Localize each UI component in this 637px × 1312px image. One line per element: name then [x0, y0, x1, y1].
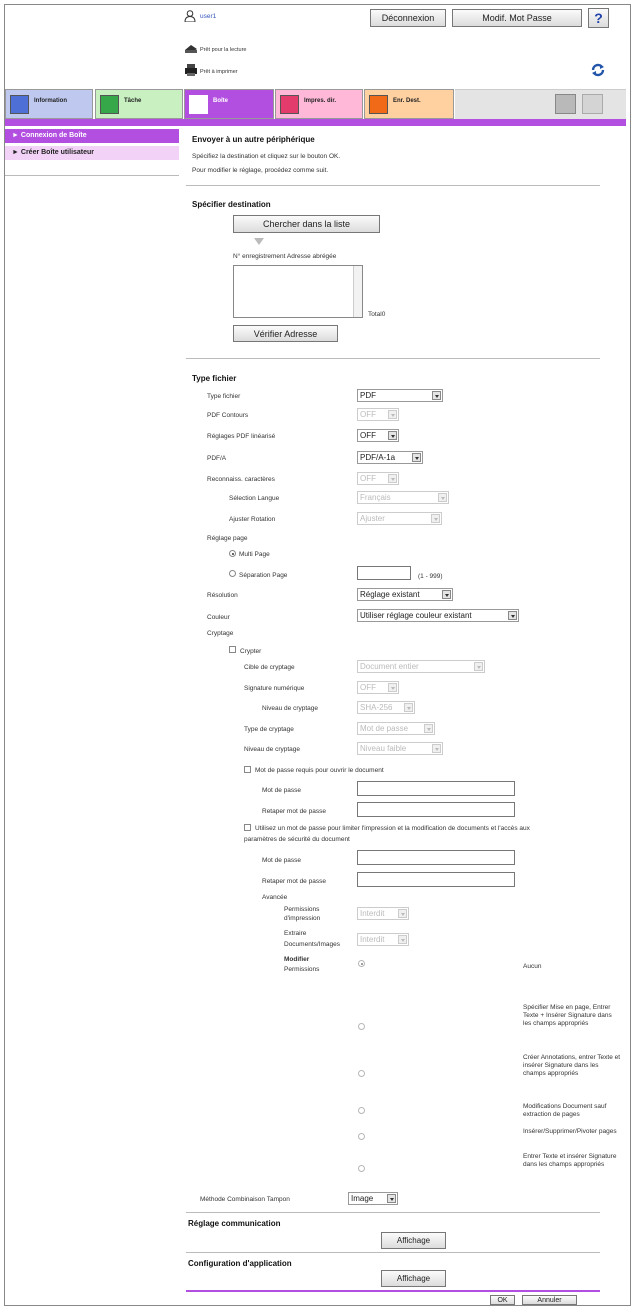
enc-type-label: Type de cryptage	[244, 726, 294, 733]
multi-page-radio[interactable]	[229, 550, 236, 557]
permission-option-radio	[358, 960, 365, 967]
retype-password2-label: Retaper mot de passe	[262, 878, 326, 885]
password-label: Mot de passe	[262, 787, 302, 794]
chevron-down-icon	[398, 909, 407, 918]
color-label: Couleur	[207, 614, 230, 621]
password2-input[interactable]	[357, 850, 515, 865]
chevron-down-icon	[442, 590, 451, 599]
color-select[interactable]: Utiliser réglage couleur existant	[357, 609, 519, 622]
direct-print-icon	[280, 95, 299, 114]
arrow-right-icon: ►	[12, 149, 19, 156]
user-name: user1	[200, 13, 217, 20]
chevron-down-icon	[388, 683, 397, 692]
pdfa-label: PDF/A	[207, 455, 227, 462]
language-label: Sélection Langue	[229, 495, 280, 502]
page-separation-label: Séparation Page	[239, 572, 288, 579]
retype-password2-input[interactable]	[357, 872, 515, 887]
page-title: Envoyer à un autre périphérique	[192, 135, 315, 144]
encrypt-checkbox[interactable]	[229, 646, 236, 653]
permission-option-label: Insérer/Supprimer/Pivoter pages	[523, 1128, 617, 1135]
chevron-down-icon	[438, 493, 447, 502]
advanced-label: Avancée	[262, 894, 288, 901]
pdf-linearized-select[interactable]: OFF	[357, 429, 399, 442]
language-select: Français	[357, 491, 449, 504]
permission-option-radio	[358, 1107, 365, 1114]
permission-option-label: Aucun	[523, 963, 542, 970]
enc-type-select: Mot de passe	[357, 722, 435, 735]
refresh-icon[interactable]	[590, 62, 606, 78]
communication-display-button[interactable]: Affichage	[381, 1232, 446, 1249]
sidebar-divider	[5, 175, 179, 176]
retype-password-input[interactable]	[357, 802, 515, 817]
chevron-down-icon	[474, 662, 483, 671]
chevron-down-icon	[387, 1194, 396, 1203]
total-count: Total0	[368, 311, 386, 318]
page-desc-2: Pour modifier le réglage, procédez comme suit.	[192, 167, 329, 174]
box-icon	[189, 95, 208, 114]
scanner-icon	[184, 44, 198, 54]
communication-title: Réglage communication	[188, 1219, 281, 1228]
page-setting-label: Réglage page	[207, 535, 248, 542]
destination-title: Spécifier destination	[192, 200, 271, 209]
chevron-down-icon	[424, 724, 433, 733]
enc-level2-label: Niveau de cryptage	[244, 746, 301, 753]
help-button[interactable]: ?	[588, 8, 609, 28]
digital-sig-select: OFF	[357, 681, 399, 694]
enc-target-label: Cible de cryptage	[244, 664, 295, 671]
pdf-outline-label: PDF Contours	[207, 412, 249, 419]
permission-option-radio	[358, 1165, 365, 1172]
chevron-down-icon	[432, 744, 441, 753]
logout-button[interactable]: Déconnexion	[370, 9, 446, 27]
permission-password-checkbox[interactable]	[244, 824, 251, 831]
chevron-down-icon	[432, 391, 441, 400]
resolution-label: Résolution	[207, 592, 238, 599]
multi-page-label: Multi Page	[239, 551, 270, 558]
pdf-outline-select: OFF	[357, 408, 399, 421]
search-list-button[interactable]: Chercher dans la liste	[233, 215, 380, 233]
ocr-label: Reconnaiss. caractères	[207, 476, 275, 483]
application-title: Configuration d'application	[188, 1259, 292, 1268]
open-password-label: Mot de passe requis pour ouvrir le document	[255, 767, 384, 774]
status-print: Prêt à imprimer	[200, 69, 238, 75]
permission-password-label-1: Utilisez un mot de passe pour limiter l'impression et la modification de documents et l'accès aux	[255, 825, 530, 832]
page-range-hint: (1 - 999)	[418, 573, 443, 580]
display-icon[interactable]	[582, 94, 603, 114]
enc-level-select: SHA-256	[357, 701, 415, 714]
application-display-button[interactable]: Affichage	[381, 1270, 446, 1287]
enc-level2-select: Niveau faible	[357, 742, 443, 755]
destination-list[interactable]	[233, 265, 363, 318]
tab-store-address[interactable]: Enr. Dest.	[364, 89, 454, 119]
footer-bar	[186, 1290, 600, 1292]
page-desc-1: Spécifiez la destination et cliquez sur le bouton OK.	[192, 153, 341, 160]
stamp-method-select[interactable]: Image	[348, 1192, 398, 1205]
user-icon	[184, 10, 196, 22]
permission-option-radio	[358, 1133, 365, 1140]
chevron-down-icon	[508, 611, 517, 620]
info-icon	[10, 95, 29, 114]
divider	[186, 185, 600, 186]
chevron-down-icon	[404, 703, 413, 712]
sidebar-item-box-login[interactable]: ► Connexion de Boîte	[5, 129, 179, 143]
store-address-icon	[369, 95, 388, 114]
change-password-button[interactable]: Modif. Mot Passe	[452, 9, 582, 27]
filetype-title: Type fichier	[192, 374, 237, 383]
permission-option-radio	[358, 1070, 365, 1077]
status-read: Prêt pour la lecture	[200, 47, 247, 53]
page-separation-radio[interactable]	[229, 570, 236, 577]
tab-direct-print[interactable]: Impres. dir.	[275, 89, 363, 119]
divider	[186, 1252, 600, 1253]
down-arrow-icon	[254, 238, 264, 245]
enc-target-select: Document entier	[357, 660, 485, 673]
divider	[186, 358, 600, 359]
password2-label: Mot de passe	[262, 857, 302, 864]
pdf-linearized-label: Réglages PDF linéarisé	[207, 433, 276, 440]
registration-label: N° enregistrement Adresse abrégée	[233, 253, 337, 260]
extract-select: Interdit	[357, 933, 409, 946]
permission-option-label: Créer Annotations, entrer Texte et insérer Signature dans les champs appropriés	[523, 1054, 621, 1077]
chevron-down-icon	[412, 453, 421, 462]
file-type-select[interactable]: PDF	[357, 389, 443, 402]
permission-option-label: Entrer Texte et insérer Signature dans les champs appropriés	[523, 1153, 617, 1168]
encryption-label: Cryptage	[207, 630, 234, 637]
rotation-select: Ajuster	[357, 512, 442, 525]
encrypt-label: Crypter	[240, 648, 262, 655]
open-password-checkbox[interactable]	[244, 766, 251, 773]
divider	[186, 1212, 600, 1213]
list-scrollbar[interactable]	[353, 266, 362, 317]
permission-option-label: Modifications Document sauf extraction de pages	[523, 1103, 607, 1118]
print-permission-select: Interdit	[357, 907, 409, 920]
chevron-down-icon	[431, 514, 440, 523]
arrow-right-icon: ►	[12, 132, 19, 139]
check-address-button[interactable]: Vérifier Adresse	[233, 325, 338, 342]
file-type-label: Type fichier	[207, 393, 241, 400]
rotation-label: Ajuster Rotation	[229, 516, 276, 523]
enc-level-label: Niveau de cryptage	[262, 705, 319, 712]
chevron-down-icon	[398, 935, 407, 944]
ocr-select: OFF	[357, 472, 399, 485]
ok-button[interactable]: OK	[490, 1295, 515, 1305]
print-permission-label-1: Permissions	[284, 906, 320, 913]
chevron-down-icon	[388, 410, 397, 419]
resolution-select[interactable]: Réglage existant	[357, 588, 453, 601]
modify-permission-label-2: Permissions	[284, 966, 320, 973]
modify-permission-label-1: Modifier	[284, 956, 310, 963]
print-permission-label-2: d'impression	[284, 915, 321, 922]
sidebar-item-create-box[interactable]: ► Créer Boîte utilisateur	[5, 146, 179, 160]
job-icon	[100, 95, 119, 114]
permission-option-radio	[358, 1023, 365, 1030]
pdfa-select[interactable]: PDF/A-1a	[357, 451, 423, 464]
tab-information[interactable]: Information	[5, 89, 93, 119]
extract-label-1: Extraire	[284, 930, 307, 937]
tab-underline	[5, 119, 626, 126]
settings-icon[interactable]	[555, 94, 576, 114]
page-count-input[interactable]	[357, 566, 411, 580]
digital-sig-label: Signature numérique	[244, 685, 305, 692]
printer-icon	[184, 63, 198, 77]
cancel-button[interactable]: Annuler	[522, 1295, 577, 1305]
permission-password-label-2: paramètres de sécurité du document	[244, 836, 350, 843]
password-input[interactable]	[357, 781, 515, 796]
chevron-down-icon	[388, 431, 397, 440]
permission-option-label: Spécifier Mise en page, Entrer Texte + Insérer Signature dans les champs appropriés	[523, 1004, 612, 1027]
chevron-down-icon	[388, 474, 397, 483]
tab-box[interactable]: Boîte	[184, 89, 274, 119]
stamp-method-label: Méthode Combinaison Tampon	[200, 1196, 290, 1203]
extract-label-2: Documents/Images	[284, 941, 340, 948]
tab-job[interactable]: Tâche	[95, 89, 183, 119]
retype-password-label: Retaper mot de passe	[262, 808, 326, 815]
